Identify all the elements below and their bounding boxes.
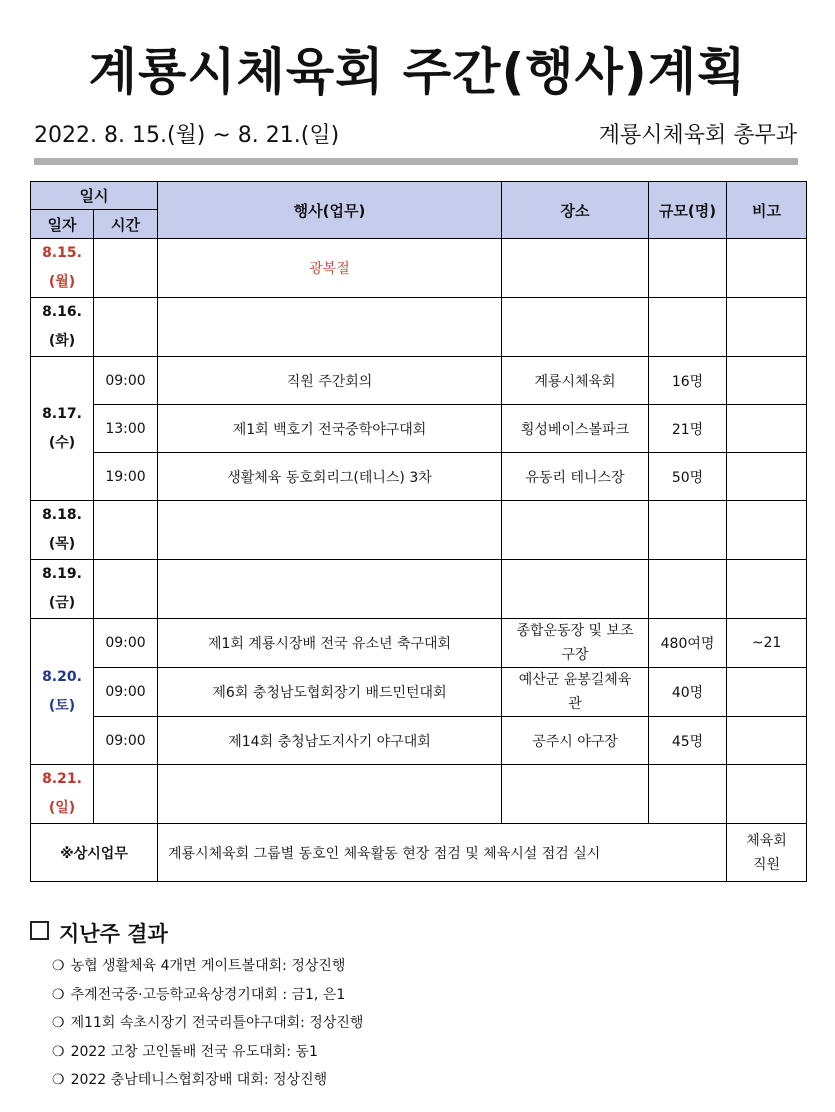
- list-item: [52, 1066, 363, 1095]
- event-cell: [158, 765, 502, 824]
- table-row: [31, 405, 807, 453]
- circle-bullet-icon: ❍: [52, 1072, 65, 1088]
- event-cell: [158, 560, 502, 619]
- page-title: 계룡시체육회 주간(행사)계획: [88, 43, 747, 101]
- standing-duty-text: 계룡시체육회 그룹별 동호인 체육활동 현장 점검 및 체육시설 점검 실시: [158, 824, 727, 882]
- place-cell: [502, 560, 649, 619]
- department-name: 계룡시체육회 총무과: [598, 123, 797, 148]
- date-cell: [31, 357, 94, 501]
- table-row: [31, 239, 807, 298]
- event-cell: 광복절: [158, 239, 502, 298]
- event-cell: 제1회 백호기 전국중학야구대회: [158, 405, 502, 453]
- remark-cell: [727, 405, 807, 453]
- date-text: 8.16.: [42, 304, 82, 320]
- list-item: [52, 952, 363, 981]
- header-divider: [34, 158, 798, 165]
- checkbox-square-icon: [30, 921, 49, 940]
- scale-cell: 45명: [649, 717, 727, 765]
- scale-cell: 21명: [649, 405, 727, 453]
- scale-cell: 40명: [649, 668, 727, 717]
- header-place: 장소: [502, 182, 649, 239]
- scale-cell: [649, 560, 727, 619]
- table-row: [31, 560, 807, 619]
- date-cell: [31, 501, 94, 560]
- place-cell: 계룡시체육회: [502, 357, 649, 405]
- circle-bullet-icon: ❍: [52, 958, 65, 974]
- scale-cell: [649, 298, 727, 357]
- scale-cell: 50명: [649, 453, 727, 501]
- time-cell: [94, 501, 158, 560]
- header-datetime: 일시: [31, 182, 158, 210]
- weekly-schedule-table: [30, 181, 807, 882]
- header-scale: 규모(명): [649, 182, 727, 239]
- weekday-text: (금): [48, 595, 76, 611]
- date-text: 8.17.: [42, 405, 82, 422]
- weekday-text: (목): [48, 536, 76, 552]
- standing-duty-row: [31, 824, 807, 882]
- time-cell: 19:00: [94, 453, 158, 501]
- list-item: [52, 981, 363, 1010]
- header-event: 행사(업무): [158, 182, 502, 239]
- header-date: 일자: [31, 210, 94, 239]
- time-cell: 09:00: [94, 668, 158, 717]
- results-title-text: 지난주 결과: [59, 922, 168, 946]
- scale-cell: [649, 765, 727, 824]
- time-cell: 09:00: [94, 619, 158, 668]
- event-cell: 제14회 충청남도지사기 야구대회: [158, 717, 502, 765]
- results-section-title: [30, 918, 168, 948]
- remark-cell: [727, 357, 807, 405]
- table-row: [31, 668, 807, 717]
- remark-line: 체육회: [746, 832, 787, 849]
- table-row: [31, 717, 807, 765]
- date-cell: [31, 560, 94, 619]
- table-row: [31, 501, 807, 560]
- table-row: [31, 619, 807, 668]
- place-cell: [502, 239, 649, 298]
- event-cell: 생활체육 동호회리그(테니스) 3차: [158, 453, 502, 501]
- event-cell: [158, 501, 502, 560]
- results-list: [52, 952, 363, 1095]
- time-cell: [94, 560, 158, 619]
- place-cell: 종합운동장 및 보조구장: [502, 619, 649, 668]
- remark-cell: [727, 501, 807, 560]
- date-text: 8.15.: [42, 245, 82, 261]
- remark-cell: [727, 717, 807, 765]
- place-cell: [502, 298, 649, 357]
- place-cell: [502, 501, 649, 560]
- weekday-text: (월): [48, 274, 76, 290]
- list-item: [52, 1009, 363, 1038]
- time-cell: 09:00: [94, 717, 158, 765]
- place-cell: 공주시 야구장: [502, 717, 649, 765]
- scale-cell: 16명: [649, 357, 727, 405]
- date-cell: [31, 298, 94, 357]
- place-cell: 예산군 윤봉길체육관: [502, 668, 649, 717]
- scale-cell: [649, 501, 727, 560]
- standing-duty-remark: [727, 824, 807, 882]
- list-item: [52, 1038, 363, 1067]
- date-text: 8.20.: [42, 668, 82, 685]
- time-cell: 09:00: [94, 357, 158, 405]
- date-text: 8.21.: [42, 771, 82, 787]
- circle-bullet-icon: ❍: [52, 986, 65, 1003]
- remark-cell: [727, 560, 807, 619]
- result-text: 2022 고창 고인돌배 전국 유도대회: 동1: [70, 1043, 318, 1060]
- event-cell: 직원 주간회의: [158, 357, 502, 405]
- time-cell: [94, 298, 158, 357]
- scale-cell: 480여명: [649, 619, 727, 668]
- table-row: [31, 298, 807, 357]
- event-cell: 제6회 충청남도협회장기 배드민턴대회: [158, 668, 502, 717]
- weekday-text: (수): [48, 434, 76, 451]
- event-cell: 제1회 계룡시장배 전국 유소년 축구대회: [158, 619, 502, 668]
- scale-cell: [649, 239, 727, 298]
- remark-cell: [727, 453, 807, 501]
- result-text: 제11회 속초시장기 전국리틀야구대회: 정상진행: [70, 1015, 364, 1031]
- schedule-period: 2022. 8. 15.(월) ~ 8. 21.(일): [34, 123, 340, 148]
- event-cell: [158, 298, 502, 357]
- date-cell: [31, 239, 94, 298]
- result-text: 추계전국중·고등학교육상경기대회 : 금1, 은1: [70, 986, 346, 1003]
- result-text: 농협 생활체육 4개면 게이트볼대회: 정상진행: [70, 958, 346, 974]
- header-time: 시간: [94, 210, 158, 239]
- remark-cell: [727, 668, 807, 717]
- weekday-text: (일): [48, 800, 76, 816]
- date-cell: [31, 619, 94, 765]
- table-row: [31, 765, 807, 824]
- standing-duty-label: ※상시업무: [31, 824, 158, 882]
- weekday-text: (토): [48, 697, 76, 714]
- remark-line: 직원: [752, 856, 781, 873]
- table-row: [31, 453, 807, 501]
- time-cell: [94, 239, 158, 298]
- place-cell: 유동리 테니스장: [502, 453, 649, 501]
- remark-cell: [727, 765, 807, 824]
- date-text: 8.18.: [42, 507, 82, 523]
- remark-cell: [727, 239, 807, 298]
- date-cell: [31, 765, 94, 824]
- circle-bullet-icon: ❍: [52, 1015, 65, 1031]
- result-text: 2022 충남테니스협회장배 대회: 정상진행: [70, 1072, 328, 1088]
- date-text: 8.19.: [42, 566, 82, 582]
- place-cell: 횡성베이스볼파크: [502, 405, 649, 453]
- table-row: [31, 357, 807, 405]
- time-cell: [94, 765, 158, 824]
- circle-bullet-icon: ❍: [52, 1043, 65, 1060]
- remark-cell: [727, 298, 807, 357]
- weekday-text: (화): [48, 333, 76, 349]
- header-remark: 비고: [727, 182, 807, 239]
- remark-cell: ~21: [727, 619, 807, 668]
- place-cell: [502, 765, 649, 824]
- time-cell: 13:00: [94, 405, 158, 453]
